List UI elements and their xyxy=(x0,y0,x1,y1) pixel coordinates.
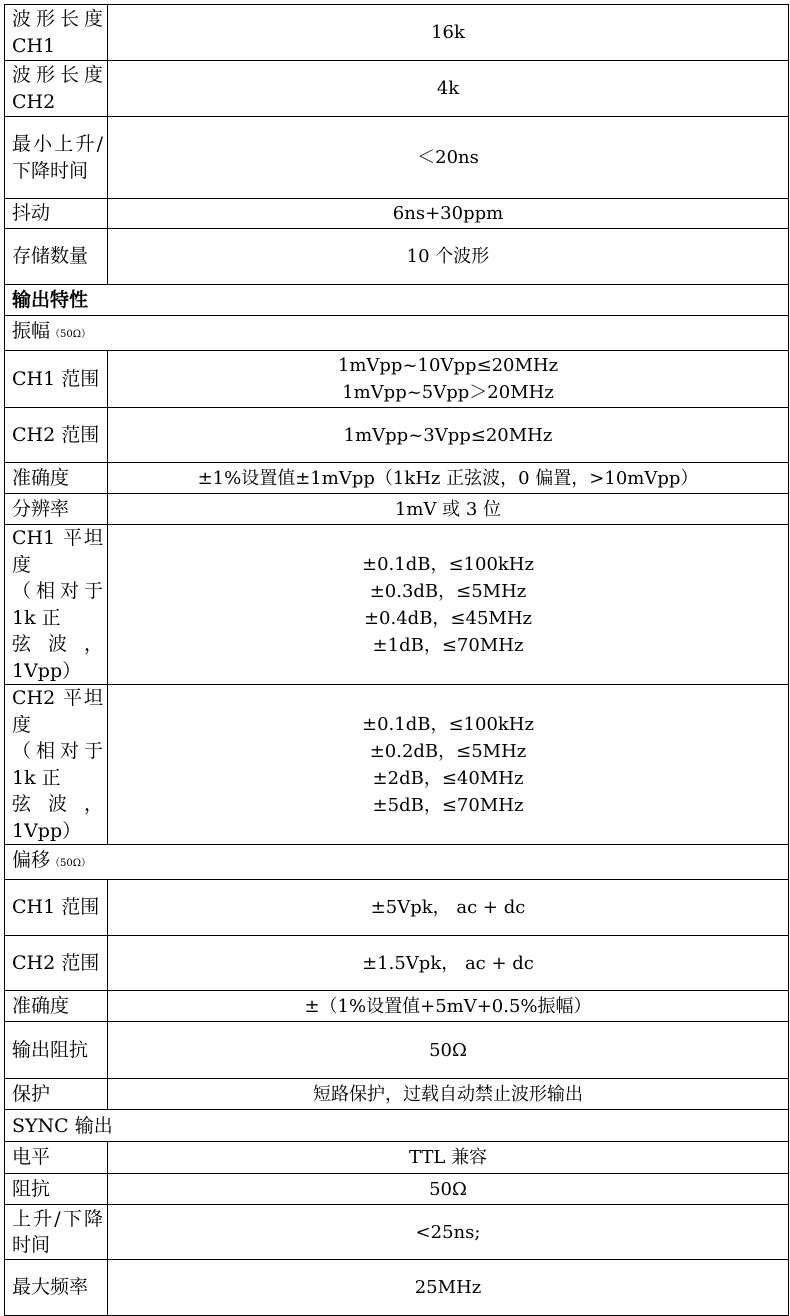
row-value: ±1.5Vpk， ac + dc xyxy=(108,936,789,991)
spec-table xyxy=(4,4,789,1316)
row-label: 准确度 xyxy=(5,463,108,494)
table-row xyxy=(5,463,789,494)
row-value: 16k xyxy=(108,5,789,61)
label-line: CH2 平坦度 xyxy=(12,687,103,736)
row-value xyxy=(108,525,789,685)
row-value: 1mVpp~3Vpp≤20MHz xyxy=(108,408,789,463)
row-value: <25ns; xyxy=(108,1205,789,1260)
row-value: ±（1%设置值+5mV+0.5%振幅） xyxy=(108,991,789,1022)
table-row xyxy=(5,1079,789,1110)
label-line: （相对于 1k 正 xyxy=(12,580,103,629)
value-line: ±0.1dB，≤100kHz xyxy=(362,553,534,575)
value-line: 1mVpp~10Vpp≤20MHz xyxy=(337,355,559,376)
row-label: CH1 范围 xyxy=(5,880,108,936)
row-label: 波形长度CH2 xyxy=(5,61,108,117)
table-row xyxy=(5,685,789,845)
table-row xyxy=(5,408,789,463)
row-label: 电平 xyxy=(5,1142,108,1174)
row-value: TTL 兼容 xyxy=(108,1142,789,1174)
table-row xyxy=(5,117,789,199)
table-row xyxy=(5,199,789,229)
value-line: ±0.1dB，≤100kHz xyxy=(362,713,534,735)
label-line: （相对于 1k 正 xyxy=(12,740,103,789)
row-label: CH2 范围 xyxy=(5,936,108,991)
table-row xyxy=(5,525,789,685)
table-row xyxy=(5,1022,789,1079)
section-header xyxy=(5,285,789,316)
row-label: 抖动 xyxy=(5,199,108,229)
table-row xyxy=(5,1174,789,1205)
label-line: 弦波，1Vpp） xyxy=(12,633,103,682)
subsection-title: 偏移 xyxy=(12,849,51,871)
row-value: 25MHz xyxy=(108,1260,789,1316)
value-line: ±5dB，≤70MHz xyxy=(372,794,524,816)
row-label: 最大频率 xyxy=(5,1260,108,1316)
row-value: 50Ω xyxy=(108,1022,789,1079)
subsection-header xyxy=(5,316,789,351)
row-label: 分辨率 xyxy=(5,494,108,525)
section-header xyxy=(5,1110,789,1142)
row-label: CH2 范围 xyxy=(5,408,108,463)
section-title-sync: SYNC 输出 xyxy=(5,1110,789,1142)
label-line: 弦波，1Vpp） xyxy=(12,793,103,842)
row-value xyxy=(108,351,789,408)
value-line: ±2dB，≤40MHz xyxy=(372,767,524,789)
table-row xyxy=(5,61,789,117)
row-label: 上升/下降时间 xyxy=(5,1205,108,1260)
table-row xyxy=(5,5,789,61)
section-title-output: 输出特性 xyxy=(5,285,789,316)
value-line: ±0.3dB，≤5MHz xyxy=(369,580,527,602)
row-label: 存储数量 xyxy=(5,229,108,285)
table-row xyxy=(5,1260,789,1316)
table-row xyxy=(5,1205,789,1260)
table-row xyxy=(5,936,789,991)
table-row xyxy=(5,991,789,1022)
row-value xyxy=(108,685,789,845)
row-label: 阻抗 xyxy=(5,1174,108,1205)
row-label: 最小上升/下降时间 xyxy=(5,117,108,199)
row-label xyxy=(5,685,108,845)
value-line: ±0.4dB，≤45MHz xyxy=(363,607,533,629)
table-row xyxy=(5,1142,789,1174)
row-label: 准确度 xyxy=(5,991,108,1022)
table-row xyxy=(5,494,789,525)
row-value: 4k xyxy=(108,61,789,117)
table-row xyxy=(5,229,789,285)
row-value: 1mV 或 3 位 xyxy=(108,494,789,525)
label-line: CH1 平坦度 xyxy=(12,527,103,576)
row-label xyxy=(5,525,108,685)
subsection-unit: （50Ω） xyxy=(50,858,92,869)
subsection-title: 振幅 xyxy=(12,320,51,342)
row-value: ±1%设置值±1mVpp（1kHz 正弦波，0 偏置，>10mVpp） xyxy=(108,463,789,494)
table-row xyxy=(5,880,789,936)
subsection-amplitude xyxy=(5,316,789,351)
row-label: 波形长度CH1 xyxy=(5,5,108,61)
row-value: ＜20ns xyxy=(108,117,789,199)
row-value: 短路保护，过载自动禁止波形输出 xyxy=(108,1079,789,1110)
table-row xyxy=(5,351,789,408)
row-label: 保护 xyxy=(5,1079,108,1110)
row-label: CH1 范围 xyxy=(5,351,108,408)
value-line: ±1dB，≤70MHz xyxy=(372,634,524,656)
row-value: 6ns+30ppm xyxy=(108,199,789,229)
value-line: ±0.2dB，≤5MHz xyxy=(369,740,527,762)
subsection-offset xyxy=(5,845,789,880)
row-value: 50Ω xyxy=(108,1174,789,1205)
row-label: 输出阻抗 xyxy=(5,1022,108,1079)
row-value: ±5Vpk， ac + dc xyxy=(108,880,789,936)
value-line: 1mVpp~5Vpp＞20MHz xyxy=(342,382,554,403)
subsection-header xyxy=(5,845,789,880)
subsection-unit: （50Ω） xyxy=(50,329,92,340)
row-value: 10 个波形 xyxy=(108,229,789,285)
